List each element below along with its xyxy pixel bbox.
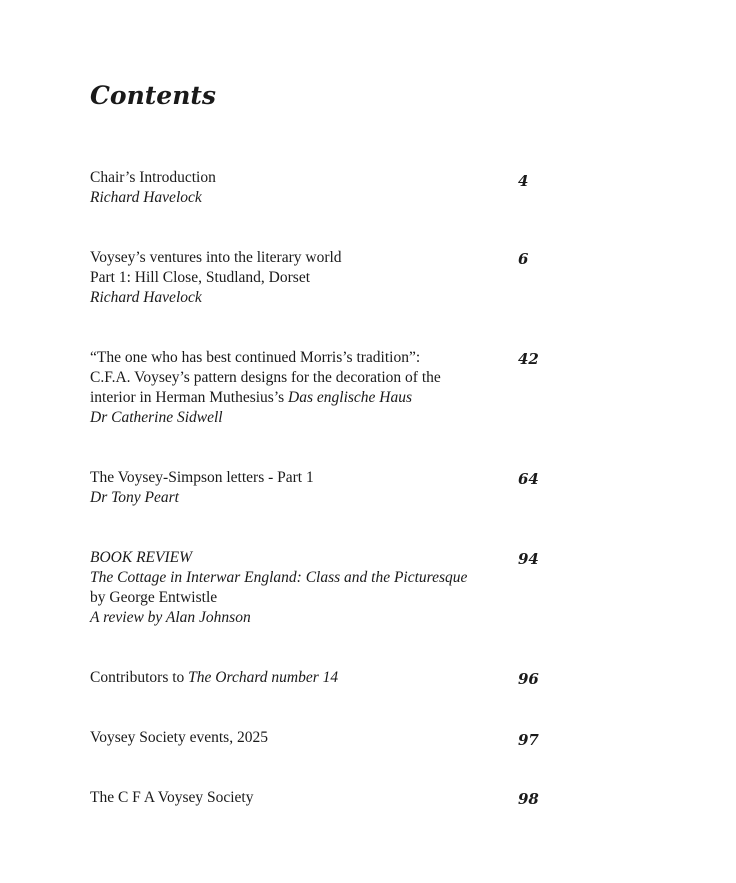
entry-author: Dr Catherine Sidwell	[90, 409, 223, 426]
entry-title-continued	[90, 388, 510, 408]
entry-title-continued: C.F.A. Voysey’s pattern designs for the decoration of the	[90, 369, 441, 386]
entry-subtitle: Part 1: Hill Close, Studland, Dorset	[90, 269, 311, 286]
entry-author: Richard Havelock	[90, 189, 202, 206]
toc-entry-voysey-society	[90, 788, 560, 808]
entry-title: Chair’s Introduction	[90, 169, 216, 186]
entry-title: The Voysey-Simpson letters - Part 1	[90, 469, 314, 486]
page-title: Contents	[90, 81, 217, 110]
toc-entry-book-review	[90, 548, 560, 628]
page-number: 6	[518, 250, 529, 268]
entry-book-author: by George Entwistle	[90, 589, 218, 606]
entry-title-journal: The Orchard number 14	[188, 669, 339, 686]
page-number: 97	[518, 731, 539, 749]
page-number: 42	[518, 350, 539, 368]
entry-title: Voysey Society events, 2025	[90, 729, 268, 746]
page-number: 96	[518, 670, 539, 688]
toc-entry-literary-world	[90, 248, 560, 308]
entry-title: “The one who has best continued Morris’s tradition”:	[90, 349, 421, 366]
entry-author: Dr Tony Peart	[90, 489, 179, 506]
page-number: 4	[518, 172, 529, 190]
entry-book-title: The Cottage in Interwar England: Class and the Picturesque	[90, 569, 468, 586]
entry-title: Voysey’s ventures into the literary world	[90, 249, 342, 266]
toc-entry-contributors	[90, 668, 560, 688]
entry-title-book: Das englische Haus	[288, 389, 413, 406]
page-number: 64	[518, 470, 539, 488]
entry-title-plain: Contributors to	[90, 669, 189, 686]
entry-section-label: BOOK REVIEW	[90, 549, 193, 566]
entry-title	[90, 668, 510, 688]
page-number: 94	[518, 550, 539, 568]
entry-author: A review by Alan Johnson	[90, 609, 251, 626]
toc-entry-voysey-simpson-letters	[90, 468, 560, 508]
toc-entry-pattern-designs	[90, 348, 560, 428]
entry-title-plain: interior in Herman Muthesius’s	[90, 389, 289, 406]
page-number: 98	[518, 790, 539, 808]
entry-title: The C F A Voysey Society	[90, 789, 254, 806]
toc-entry-society-events	[90, 728, 560, 748]
entry-author: Richard Havelock	[90, 289, 202, 306]
toc-entry-chairs-introduction	[90, 168, 560, 208]
